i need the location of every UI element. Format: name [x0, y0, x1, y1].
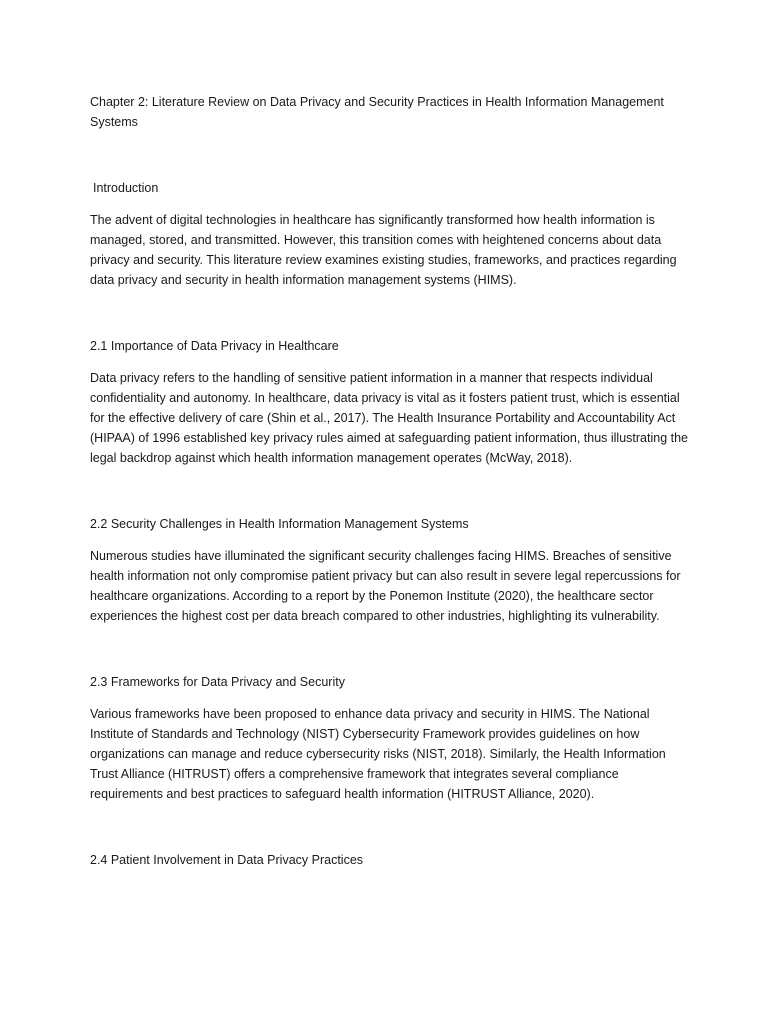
introduction-paragraph: The advent of digital technologies in healthcare has significantly transformed how health information is managed, stored, and transmitted. However, this transition comes with heightened concerns about data privacy and security. This literature review examines existing studies, frameworks, and practices regarding data privacy and security in health information management systems (HIMS). [90, 213, 677, 287]
document-title: Chapter 2: Literature Review on Data Privacy and Security Practices in Health Information Management Systems [90, 95, 664, 129]
section-2-1-heading: 2.1 Importance of Data Privacy in Healthcare [90, 339, 339, 353]
section-2-4-heading: 2.4 Patient Involvement in Data Privacy Practices [90, 853, 364, 867]
section-2-3-heading: 2.3 Frameworks for Data Privacy and Security [90, 675, 345, 689]
introduction-heading: Introduction [93, 181, 159, 195]
section-2-1-paragraph: Data privacy refers to the handling of sensitive patient information in a manner that respects individual confidentiality and autonomy. In healthcare, data privacy is vital as it fosters patient trust, which is essential for the effective delivery of care (Shin et al., 2017). The Health Insurance Portability and Accountability Act (HIPAA) of 1996 established key privacy rules aimed at safeguarding patient information, thus illustrating the legal backdrop against which health information management operates (McWay, 2018). [90, 371, 689, 465]
section-2-2-heading: 2.2 Security Challenges in Health Information Management Systems [90, 517, 469, 531]
document-content [90, 92, 690, 882]
section-2-2-paragraph: Numerous studies have illuminated the significant security challenges facing HIMS. Breaches of sensitive health information not only compromise patient privacy but can also result in severe legal repercussions for healthcare organizations. According to a report by the Ponemon Institute (2020), the healthcare sector experiences the highest cost per data breach compared to other industries, highlighting its vulnerability. [90, 549, 681, 623]
section-2-3-paragraph: Various frameworks have been proposed to enhance data privacy and security in HIMS. The National Institute of Standards and Technology (NIST) Cybersecurity Framework provides guidelines on how organizations can manage and reduce cybersecurity risks (NIST, 2018). Similarly, the Health Information Trust Alliance (HITRUST) offers a comprehensive framework that integrates several compliance requirements and best practices to safeguard health information (HITRUST Alliance, 2020). [90, 707, 666, 801]
